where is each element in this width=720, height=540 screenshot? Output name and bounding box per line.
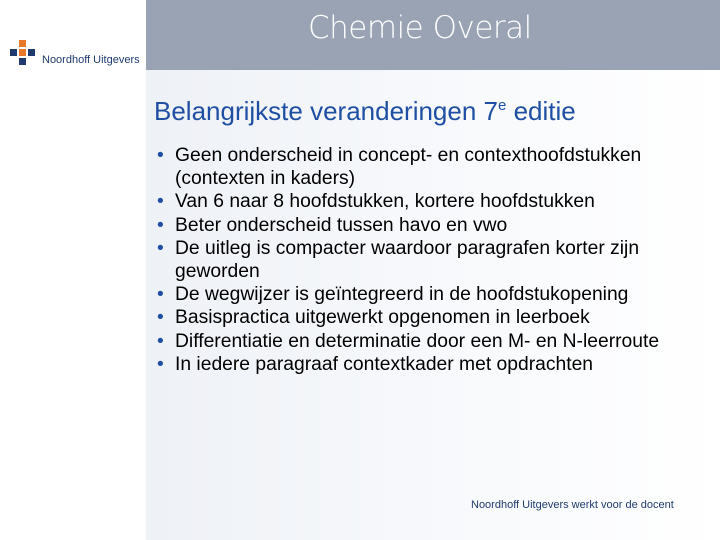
bullet-icon: • bbox=[157, 191, 164, 213]
bullet-icon: • bbox=[157, 237, 164, 259]
bullet-item: • Differentiatie en determinatie door een M- en N-leerroute bbox=[157, 330, 660, 352]
bullet-item: • Beter onderscheid tussen havo en vwo bbox=[157, 214, 508, 236]
bullet-icon: • bbox=[157, 284, 164, 306]
bullet-icon: • bbox=[157, 330, 164, 352]
bullet-icon: • bbox=[157, 353, 164, 375]
footer-tagline: Noordhoff Uitgevers werkt voor de docent bbox=[471, 499, 674, 511]
bullet-icon: • bbox=[157, 214, 164, 236]
logo-grid-icon bbox=[10, 40, 40, 70]
bullet-item: • De uitleg is compacter waardoor paragrafen korter zijn geworden bbox=[157, 237, 640, 283]
bullet-icon: • bbox=[157, 307, 164, 329]
bullet-item: • De wegwijzer is geïntegreerd in de hoofdstukopening bbox=[157, 284, 629, 306]
bullet-item: • Basispractica uitgewerkt opgenomen in leerboek bbox=[157, 307, 590, 329]
slide-title: Belangrijkste veranderingen 7e editie bbox=[154, 96, 576, 126]
left-strip bbox=[0, 0, 146, 540]
header-title: Chemie Overal bbox=[308, 10, 532, 46]
logo-text: Noordhoff Uitgevers bbox=[42, 54, 140, 66]
bullet-item: • In iedere paragraaf contextkader met opdrachten bbox=[157, 353, 594, 375]
bullet-icon: • bbox=[157, 145, 164, 166]
bullet-item: • Van 6 naar 8 hoofdstukken, kortere hoofdstukken bbox=[157, 191, 595, 213]
bullet-list bbox=[155, 144, 715, 376]
bullet-item: • Geen onderscheid in concept- en contexthoofdstukken (contexten in kaders) bbox=[157, 145, 642, 190]
noordhoff-logo bbox=[10, 40, 144, 70]
title-superscript: e bbox=[498, 97, 507, 114]
